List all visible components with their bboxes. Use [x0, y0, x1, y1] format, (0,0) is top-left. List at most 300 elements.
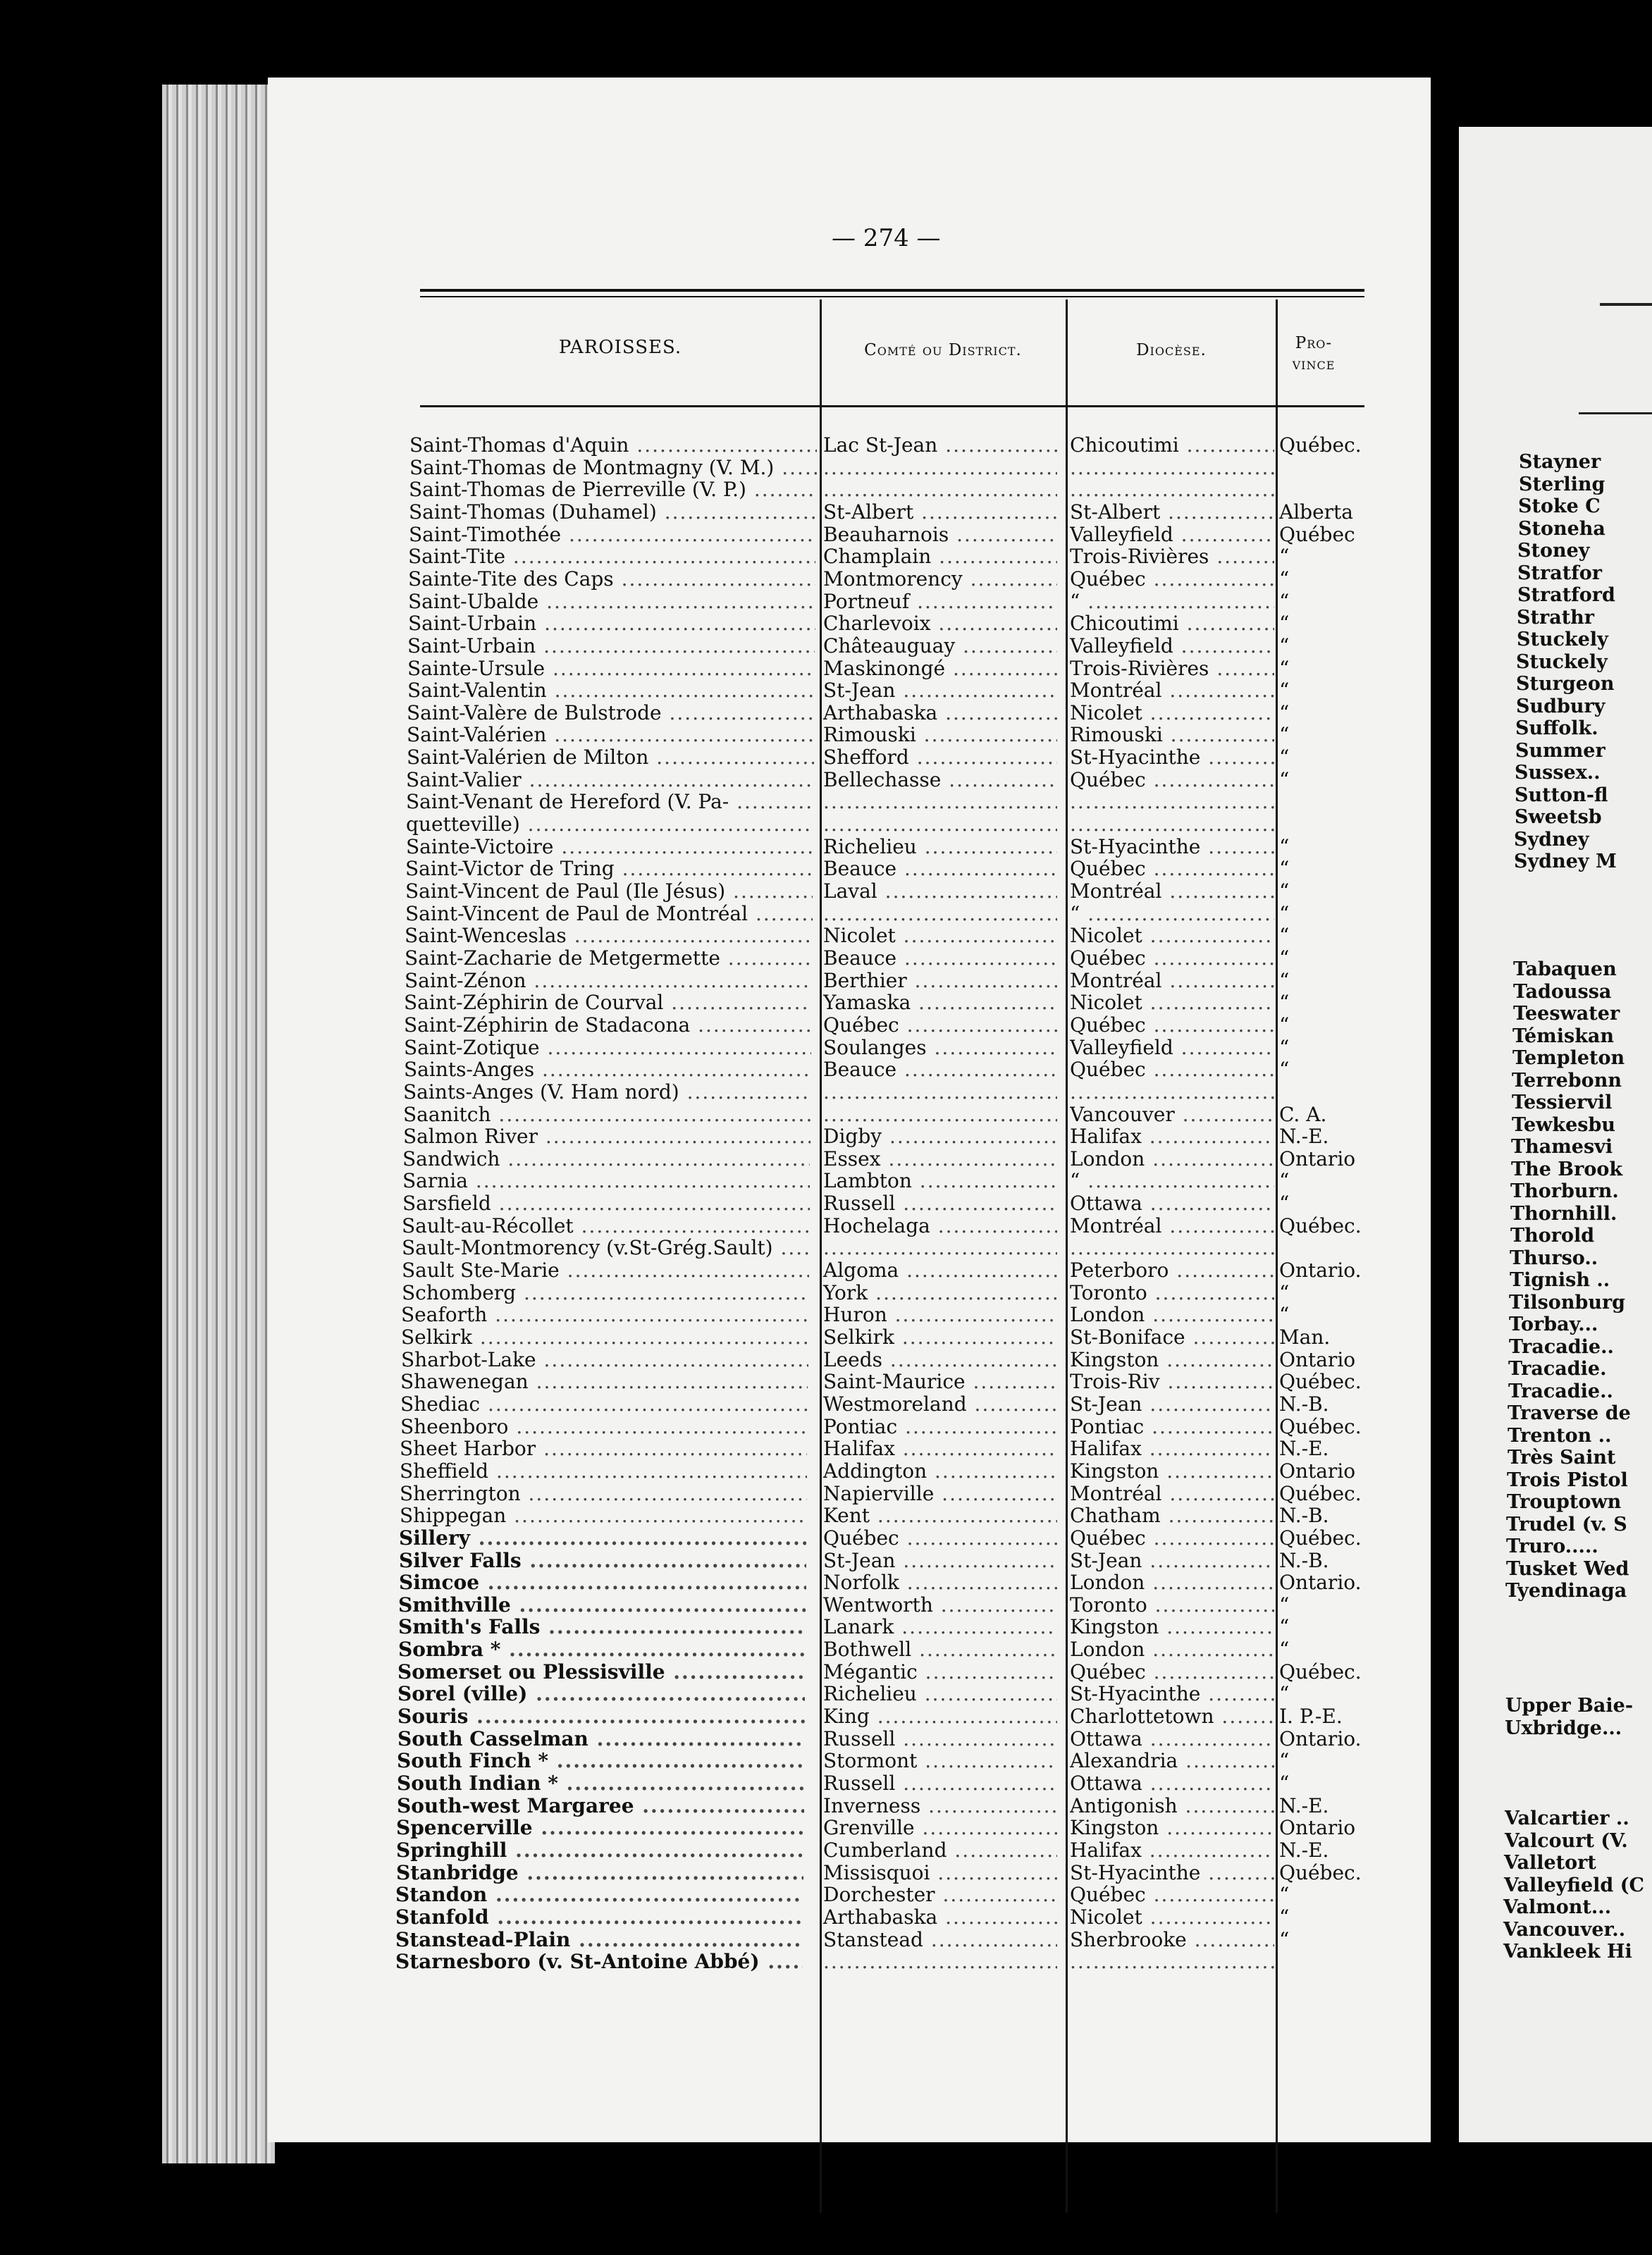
- next-page-line: Stratford: [1517, 584, 1615, 606]
- county-district: Stormont .....: [823, 1749, 1057, 1772]
- parish-name: Saint-Thomas de Montmagny (V. M.) .....: [409, 456, 817, 479]
- province: “: [1279, 1013, 1290, 1037]
- table-row: [0, 478, 1652, 501]
- table-row: [0, 1615, 1652, 1638]
- parish-name: Somerset ou Plessisville .....: [397, 1660, 805, 1683]
- county-district: Bellechasse .....: [823, 768, 1057, 791]
- diocese: Toronto .....: [1070, 1593, 1274, 1617]
- county-district: [823, 456, 1057, 479]
- diocese: Toronto .....: [1070, 1281, 1274, 1304]
- province: “: [1279, 1928, 1290, 1951]
- province: “: [1279, 567, 1290, 591]
- diocese: Trois-Rivières .....: [1070, 657, 1274, 680]
- province: “: [1279, 946, 1290, 970]
- province: “: [1279, 1749, 1290, 1772]
- next-page-line: Vankleek Hi: [1503, 1941, 1632, 1963]
- header-diocese: Diocèse.: [1136, 341, 1207, 359]
- county-district: Digby .....: [823, 1125, 1057, 1148]
- county-district: [823, 478, 1057, 501]
- diocese: [1070, 1080, 1274, 1104]
- county-district: Leeds .....: [823, 1348, 1057, 1371]
- county-district: Portneuf .....: [823, 590, 1057, 613]
- province: “: [1279, 1281, 1290, 1304]
- diocese: Chicoutimi .....: [1070, 612, 1274, 635]
- parish-name: quetteville) .....: [406, 813, 813, 836]
- next-page-line: Tracadie.: [1508, 1358, 1607, 1380]
- table-row: [0, 1705, 1652, 1728]
- next-page-line: Sudbury: [1516, 695, 1605, 717]
- province: “: [1279, 991, 1290, 1014]
- diocese: Halifax .....: [1070, 1839, 1274, 1862]
- table-row: [0, 590, 1652, 613]
- header-rule-top: [420, 289, 1364, 292]
- diocese: St-Boniface .....: [1070, 1326, 1274, 1349]
- parish-name: Seaforth .....: [401, 1303, 808, 1326]
- county-district: Beauce .....: [823, 857, 1057, 880]
- diocese: Québec .....: [1070, 1660, 1274, 1683]
- next-page-line: Upper Baie-: [1505, 1695, 1634, 1717]
- diocese: Nicolet .....: [1070, 701, 1274, 724]
- county-district: Bothwell .....: [823, 1638, 1057, 1661]
- province: “: [1279, 1883, 1290, 1906]
- diocese: Peterboro .....: [1070, 1259, 1274, 1282]
- next-page-line: Teeswater: [1513, 1003, 1620, 1025]
- next-page-line: Strathr: [1517, 606, 1595, 629]
- next-page-line: Torbay...: [1509, 1314, 1598, 1335]
- diocese: Québec .....: [1070, 1058, 1274, 1081]
- diocese: Halifax .....: [1070, 1437, 1274, 1460]
- next-page-line: Traverse de: [1508, 1402, 1631, 1424]
- diocese: Montréal .....: [1070, 679, 1274, 702]
- county-district: St-Jean .....: [823, 679, 1057, 702]
- next-page-line: Tewkesbu: [1512, 1113, 1616, 1136]
- table-row: [0, 1794, 1652, 1817]
- parish-name: Smith's Falls .....: [398, 1615, 806, 1638]
- diocese: St-Hyacinthe .....: [1070, 746, 1274, 769]
- parish-name: Saint-Zéphirin de Stadacona .....: [404, 1013, 811, 1037]
- table-row: [0, 612, 1652, 635]
- diocese: London .....: [1070, 1571, 1274, 1594]
- table-row: [0, 1905, 1652, 1929]
- parish-name: South-west Margaree .....: [397, 1794, 804, 1817]
- parish-name: Saint-Zacharie de Metgermette .....: [405, 946, 812, 970]
- county-district: Richelieu .....: [823, 835, 1057, 858]
- parish-name: Sainte-Tite des Caps .....: [408, 567, 815, 591]
- table-row: [0, 857, 1652, 880]
- parish-name: Saint-Urbain .....: [407, 634, 815, 657]
- county-district: St-Albert .....: [823, 500, 1057, 524]
- parish-name: Saint-Zéphirin de Courval .....: [404, 991, 811, 1014]
- county-district: Norfolk .....: [823, 1571, 1057, 1594]
- table-row: [0, 1281, 1652, 1304]
- table-row: [0, 723, 1652, 746]
- county-district: Grenville .....: [823, 1816, 1057, 1839]
- next-page-line: Terrebonn: [1512, 1069, 1622, 1092]
- header-rule-bottom: [420, 405, 1364, 407]
- next-page-line: Tracadie..: [1509, 1335, 1614, 1358]
- next-page-line: Thamesvi: [1511, 1136, 1613, 1158]
- next-page-line: Stoney: [1517, 540, 1590, 562]
- diocese: St-Hyacinthe .....: [1070, 1682, 1274, 1705]
- table-row: [0, 1058, 1652, 1081]
- table-row: [0, 813, 1652, 836]
- parish-name: Saint-Valier .....: [406, 768, 813, 791]
- next-page-line: Trois Pistol: [1507, 1469, 1628, 1491]
- diocese: London .....: [1070, 1147, 1274, 1170]
- county-district: St-Jean .....: [823, 1549, 1057, 1572]
- table-row: [0, 456, 1652, 479]
- county-district: Dorchester .....: [823, 1883, 1057, 1906]
- province: “: [1279, 1169, 1290, 1192]
- table-row: [0, 1526, 1652, 1550]
- next-page-line: Témiskan: [1512, 1025, 1615, 1047]
- diocese: Sherbrooke .....: [1070, 1928, 1274, 1951]
- parish-name: Sillery .....: [399, 1526, 806, 1550]
- table-row: [0, 1013, 1652, 1037]
- next-page-line: Trouptown: [1507, 1491, 1622, 1513]
- province: Québec.: [1279, 433, 1362, 457]
- parish-name: Saint-Zénon .....: [405, 969, 812, 992]
- parish-name: South Indian * .....: [397, 1772, 804, 1795]
- table-row: [0, 790, 1652, 813]
- next-page-line: Templeton: [1512, 1047, 1625, 1069]
- diocese: Kingston .....: [1070, 1816, 1274, 1839]
- diocese: “ .....: [1070, 902, 1274, 925]
- county-district: Beauce .....: [823, 1058, 1057, 1081]
- parish-name: Saint-Thomas (Duhamel) .....: [409, 500, 816, 524]
- table-row: [0, 1504, 1652, 1527]
- table-row: [0, 1125, 1652, 1148]
- province: “: [1279, 902, 1290, 925]
- table-row: [0, 1348, 1652, 1371]
- parish-name: Saints-Anges .....: [404, 1058, 811, 1081]
- county-district: Nicolet .....: [823, 924, 1057, 947]
- province: “: [1279, 768, 1290, 791]
- parish-name: Schomberg .....: [402, 1281, 809, 1304]
- next-page-line: Sydney M: [1514, 851, 1617, 872]
- next-page-line: Stuckely: [1517, 629, 1608, 650]
- diocese: St-Jean .....: [1070, 1392, 1274, 1416]
- diocese: Charlottetown .....: [1070, 1705, 1274, 1728]
- province: “: [1279, 590, 1290, 613]
- parish-name: Springhill .....: [396, 1839, 803, 1862]
- diocese: London .....: [1070, 1638, 1274, 1661]
- parish-name: Saint-Thomas de Pierreville (V. P.) .....: [409, 478, 816, 501]
- province: N.-B.: [1279, 1504, 1329, 1527]
- county-district: Châteauguay .....: [823, 634, 1057, 657]
- next-page-line: Thorburn.: [1510, 1180, 1619, 1202]
- county-district: Addington .....: [823, 1459, 1057, 1483]
- county-district: Lac St-Jean .....: [823, 433, 1057, 457]
- province: N.-E.: [1279, 1839, 1329, 1862]
- county-district: Russell .....: [823, 1192, 1057, 1215]
- next-page-line: Valletort: [1504, 1852, 1596, 1874]
- next-page-line: Uxbridge...: [1505, 1717, 1622, 1739]
- parish-name: South Finch * .....: [397, 1749, 804, 1772]
- table-row: [0, 1236, 1652, 1259]
- next-page-line: Très Saint: [1508, 1447, 1616, 1469]
- next-page-line: Vancouver..: [1503, 1918, 1626, 1941]
- parish-name: Spencerville .....: [396, 1816, 803, 1839]
- table-row: [0, 1861, 1652, 1884]
- province: Ontario: [1279, 1816, 1356, 1839]
- next-page-line: Valleyfield (C: [1504, 1874, 1644, 1896]
- county-district: Missisquoi .....: [823, 1861, 1057, 1884]
- county-district: King .....: [823, 1705, 1057, 1728]
- diocese: St-Albert .....: [1070, 500, 1274, 524]
- table-row: [0, 679, 1652, 702]
- next-page-line: Valmont...: [1503, 1896, 1612, 1918]
- diocese: Kingston .....: [1070, 1615, 1274, 1638]
- county-district: Napierville .....: [823, 1482, 1057, 1505]
- county-district: [823, 1236, 1057, 1259]
- table-row: [0, 969, 1652, 992]
- header-rule-top-thin: [420, 296, 1364, 297]
- diocese: Québec .....: [1070, 946, 1274, 970]
- province: Québec.: [1279, 1370, 1362, 1393]
- parish-name: Sheffield .....: [400, 1459, 807, 1483]
- parish-name: Sarnia .....: [402, 1169, 810, 1192]
- county-district: Mégantic .....: [823, 1660, 1057, 1683]
- table-row: [0, 1749, 1652, 1772]
- parish-name: Silver Falls .....: [399, 1549, 806, 1572]
- next-page-line: Stoneha: [1518, 517, 1605, 540]
- table-row: [0, 1727, 1652, 1750]
- next-page-line: Tabaquen: [1513, 958, 1617, 980]
- province: “: [1279, 879, 1290, 903]
- table-row: [0, 1437, 1652, 1460]
- county-district: Russell .....: [823, 1772, 1057, 1795]
- diocese: London .....: [1070, 1303, 1274, 1326]
- diocese: Montréal .....: [1070, 1482, 1274, 1505]
- next-page-line: Stratfor: [1517, 562, 1603, 584]
- province: Québec.: [1279, 1482, 1362, 1505]
- parish-name: Saint-Thomas d'Aquin .....: [409, 433, 817, 457]
- parish-name: Saint-Valentin .....: [407, 679, 815, 702]
- diocese: [1070, 456, 1274, 479]
- county-district: Montmorency .....: [823, 567, 1057, 591]
- parish-name: Sheet Harbor .....: [400, 1437, 807, 1460]
- next-page-line: Truro.....: [1506, 1536, 1598, 1557]
- next-page-line: Sussex..: [1515, 762, 1601, 784]
- parish-name: Sherrington .....: [400, 1482, 807, 1505]
- parish-name: Sault-au-Récollet .....: [402, 1214, 809, 1237]
- next-page-line: Thornhill.: [1510, 1202, 1617, 1225]
- diocese: Halifax .....: [1070, 1125, 1274, 1148]
- province: Ontario.: [1279, 1727, 1362, 1750]
- next-page-line: Sutton-fl: [1515, 784, 1608, 806]
- diocese: Alexandria .....: [1070, 1749, 1274, 1772]
- table-row: [0, 1080, 1652, 1104]
- table-row: [0, 1660, 1652, 1683]
- table-row: [0, 1482, 1652, 1505]
- parish-name: Sarsfield .....: [402, 1192, 810, 1215]
- county-district: Berthier .....: [823, 969, 1057, 992]
- province: Alberta: [1279, 500, 1353, 524]
- province: N.-E.: [1279, 1794, 1329, 1817]
- parish-name: Smithville .....: [398, 1593, 806, 1617]
- table-row: [0, 1839, 1652, 1862]
- diocese: Montréal .....: [1070, 1214, 1274, 1237]
- province: “: [1279, 1192, 1290, 1215]
- county-district: Selkirk .....: [823, 1326, 1057, 1349]
- county-district: Beauce .....: [823, 946, 1057, 970]
- table-row: [0, 1169, 1652, 1192]
- table-row: [0, 1415, 1652, 1438]
- table-row: [0, 1571, 1652, 1594]
- county-district: Yamaska .....: [823, 991, 1057, 1014]
- table-row: [0, 924, 1652, 947]
- parish-name: Sorel (ville) .....: [397, 1682, 805, 1705]
- diocese: Ottawa .....: [1070, 1727, 1274, 1750]
- next-page-line: Valcourt (V.: [1505, 1829, 1628, 1852]
- county-district: Algoma .....: [823, 1259, 1057, 1282]
- table-row: [0, 1326, 1652, 1349]
- province: N.-B.: [1279, 1392, 1329, 1416]
- diocese: Trois-Rivières .....: [1070, 545, 1274, 568]
- table-row: [0, 1036, 1652, 1059]
- province: “: [1279, 1303, 1290, 1326]
- province: “: [1279, 835, 1290, 858]
- table-row: [0, 746, 1652, 769]
- table-row: [0, 1883, 1652, 1906]
- province: Ontario: [1279, 1348, 1356, 1371]
- province: Québec.: [1279, 1861, 1362, 1884]
- parish-name: Sharbot-Lake .....: [401, 1348, 808, 1371]
- diocese: Valleyfield .....: [1070, 634, 1274, 657]
- next-page-line: Tilsonburg: [1509, 1291, 1626, 1314]
- next-page-line: Trenton ..: [1508, 1424, 1612, 1447]
- parish-name: Sainte-Ursule .....: [407, 657, 815, 680]
- next-page-line: Thorold: [1510, 1225, 1595, 1247]
- province: “: [1279, 746, 1290, 769]
- parish-name: Salmon River .....: [403, 1125, 810, 1148]
- parish-name: Sault Ste-Marie .....: [402, 1259, 809, 1282]
- table-row: [0, 657, 1652, 680]
- county-district: Russell .....: [823, 1727, 1057, 1750]
- parish-name: Saints-Anges (V. Ham nord) .....: [403, 1080, 810, 1104]
- province: Québec.: [1279, 1415, 1362, 1438]
- table-row: [0, 835, 1652, 858]
- parish-name: Sombra * .....: [398, 1638, 806, 1661]
- province: C. A.: [1279, 1103, 1327, 1126]
- diocese: [1070, 790, 1274, 813]
- province: “: [1279, 545, 1290, 568]
- page-number: — 274 —: [832, 224, 941, 252]
- diocese: [1070, 478, 1274, 501]
- county-district: Pontiac .....: [823, 1415, 1057, 1438]
- parish-name: Saint-Vincent de Paul de Montréal .....: [405, 902, 813, 925]
- diocese: Québec .....: [1070, 1883, 1274, 1906]
- parish-name: Saint-Zotique .....: [404, 1036, 811, 1059]
- county-district: [823, 1950, 1057, 1973]
- county-district: Wentworth .....: [823, 1593, 1057, 1617]
- province: “: [1279, 969, 1290, 992]
- parish-name: Souris .....: [397, 1705, 805, 1728]
- county-district: [823, 813, 1057, 836]
- county-district: Richelieu .....: [823, 1682, 1057, 1705]
- province: “: [1279, 1638, 1290, 1661]
- table-row: [0, 634, 1652, 657]
- next-page-line: Summer: [1515, 739, 1605, 762]
- parish-name: Stanbridge .....: [396, 1861, 803, 1884]
- parish-name: Saint-Wenceslas .....: [405, 924, 812, 947]
- diocese: Trois-Riv .....: [1070, 1370, 1274, 1393]
- table-row: [0, 1392, 1652, 1416]
- table-row: [0, 1682, 1652, 1705]
- table-row: [0, 1103, 1652, 1126]
- parish-name: Selkirk .....: [401, 1326, 808, 1349]
- table-row: [0, 567, 1652, 591]
- diocese: Québec .....: [1070, 1526, 1274, 1550]
- county-district: Inverness .....: [823, 1794, 1057, 1817]
- diocese: [1070, 1236, 1274, 1259]
- diocese: St-Hyacinthe .....: [1070, 835, 1274, 858]
- diocese: Ottawa .....: [1070, 1772, 1274, 1795]
- county-district: Cumberland .....: [823, 1839, 1057, 1862]
- parish-name: Sheenboro .....: [400, 1415, 808, 1438]
- province: Ontario.: [1279, 1571, 1362, 1594]
- parish-name: Saint-Venant de Hereford (V. Pa- .....: [406, 790, 813, 813]
- next-page-line: Sturgeon: [1516, 673, 1615, 695]
- table-row: [0, 991, 1652, 1014]
- county-district: York .....: [823, 1281, 1057, 1304]
- province: “: [1279, 723, 1290, 746]
- parish-name: Saint-Valère de Bulstrode .....: [407, 701, 814, 724]
- next-page-line: Tignish ..: [1510, 1269, 1610, 1291]
- diocese: [1070, 813, 1274, 836]
- next-page-line: Tessiervil: [1512, 1092, 1613, 1113]
- diocese: Montréal .....: [1070, 879, 1274, 903]
- diocese: Nicolet .....: [1070, 991, 1274, 1014]
- diocese: Kingston .....: [1070, 1459, 1274, 1483]
- province: N.-E.: [1279, 1125, 1329, 1148]
- next-page-line: Sweetsb: [1515, 806, 1602, 828]
- county-district: [823, 1103, 1057, 1126]
- province: “: [1279, 1772, 1290, 1795]
- county-district: Champlain .....: [823, 545, 1057, 568]
- table-row: [0, 1950, 1652, 1973]
- parish-name: Shippegan .....: [400, 1504, 807, 1527]
- parish-name: Saint-Victor de Tring .....: [405, 857, 813, 880]
- table-row: [0, 1303, 1652, 1326]
- parish-name: Sault-Montmorency (v.St-Grég.Sault) .....: [402, 1236, 809, 1259]
- diocese: Québec .....: [1070, 1013, 1274, 1037]
- table-row: [0, 701, 1652, 724]
- diocese: Montréal .....: [1070, 969, 1274, 992]
- next-page-rule: [1579, 412, 1652, 414]
- next-page-line: Tusket Wed: [1506, 1557, 1629, 1580]
- province: Québec.: [1279, 1526, 1362, 1550]
- parish-name: Starnesboro (v. St-Antoine Abbé) .....: [395, 1950, 803, 1973]
- diocese: “ .....: [1070, 1169, 1274, 1192]
- table-row: [0, 523, 1652, 546]
- next-page-line: Stoke C: [1518, 495, 1601, 517]
- province: N.-B.: [1279, 1549, 1329, 1572]
- county-district: Halifax .....: [823, 1437, 1057, 1460]
- county-district: [823, 790, 1057, 813]
- table-row: [0, 902, 1652, 925]
- table-row: [0, 1593, 1652, 1617]
- table-row: [0, 1928, 1652, 1951]
- parish-name: Stanfold .....: [395, 1905, 803, 1929]
- diocese: Nicolet .....: [1070, 1905, 1274, 1929]
- table-row: [0, 1638, 1652, 1661]
- province: “: [1279, 701, 1290, 724]
- header-paroisses: PAROISSES.: [558, 337, 682, 358]
- province: Ontario: [1279, 1459, 1356, 1483]
- next-page-line: Thurso..: [1510, 1247, 1598, 1269]
